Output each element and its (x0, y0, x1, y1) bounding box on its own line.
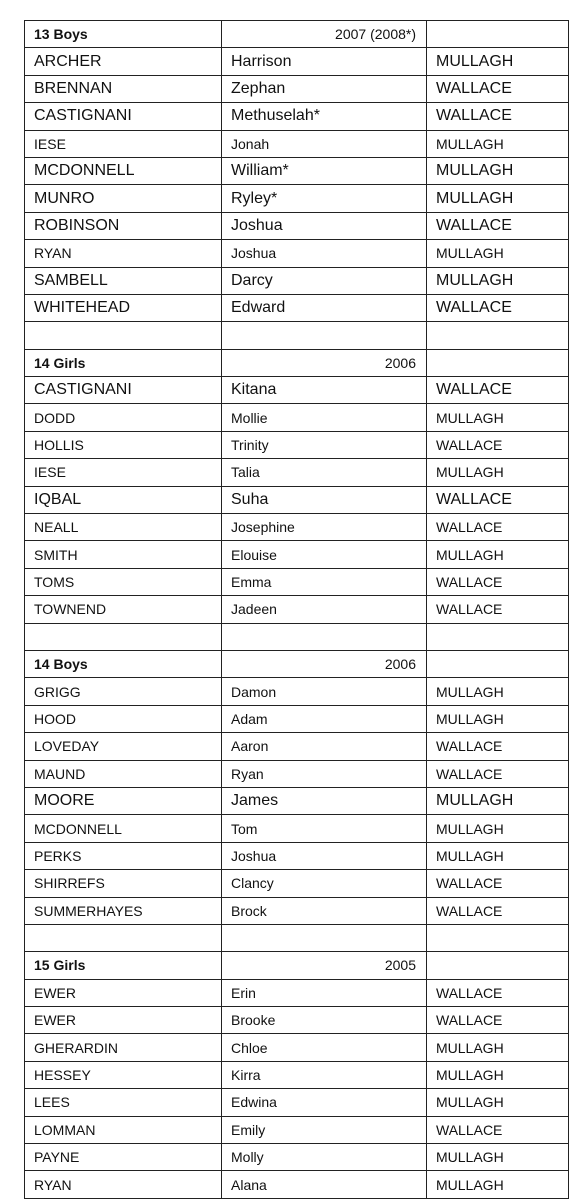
house-cell: MULLAGH (427, 267, 569, 294)
first-name-cell: Joshua (222, 842, 427, 869)
surname-cell: IESE (25, 130, 222, 157)
first-name-cell: James (222, 787, 427, 814)
first-name-cell: Trinity (222, 431, 427, 458)
table-row (25, 1061, 569, 1088)
house-cell: MULLAGH (427, 404, 569, 431)
table-row (25, 294, 569, 321)
first-name-cell: Jadeen (222, 596, 427, 623)
table-row (25, 1089, 569, 1116)
house-cell: MULLAGH (427, 240, 569, 267)
surname-cell: MAUND (25, 760, 222, 787)
table-row (25, 157, 569, 184)
team-list-body (25, 21, 569, 1199)
house-cell: WALLACE (427, 75, 569, 102)
table-row (25, 75, 569, 102)
surname-cell: TOMS (25, 568, 222, 595)
section-heading: 14 Girls (25, 349, 222, 376)
house-cell: WALLACE (427, 760, 569, 787)
house-cell: WALLACE (427, 377, 569, 404)
house-cell: MULLAGH (427, 1034, 569, 1061)
table-row (25, 678, 569, 705)
surname-cell: ROBINSON (25, 212, 222, 239)
table-row (25, 103, 569, 130)
section-birth-year: 2005 (222, 952, 427, 979)
table-row (25, 404, 569, 431)
first-name-cell: Chloe (222, 1034, 427, 1061)
team-list-sheet (24, 20, 568, 1199)
table-row (25, 48, 569, 75)
house-cell: MULLAGH (427, 157, 569, 184)
section-header-row (25, 650, 569, 677)
table-row (25, 267, 569, 294)
surname-cell: IESE (25, 459, 222, 486)
house-cell: WALLACE (427, 596, 569, 623)
table-row (25, 596, 569, 623)
surname-cell: MUNRO (25, 185, 222, 212)
first-name-cell: Adam (222, 705, 427, 732)
first-name-cell: Joshua (222, 212, 427, 239)
surname-cell: HOLLIS (25, 431, 222, 458)
spacer-cell (25, 322, 222, 349)
house-cell: MULLAGH (427, 842, 569, 869)
surname-cell: EWER (25, 979, 222, 1006)
table-row (25, 705, 569, 732)
first-name-cell: Darcy (222, 267, 427, 294)
section-header-empty-cell (427, 650, 569, 677)
first-name-cell: Methuselah* (222, 103, 427, 130)
surname-cell: BRENNAN (25, 75, 222, 102)
table-row (25, 760, 569, 787)
spacer-row (25, 623, 569, 650)
surname-cell: CASTIGNANI (25, 103, 222, 130)
first-name-cell: Brock (222, 897, 427, 924)
first-name-cell: Edward (222, 294, 427, 321)
surname-cell: MCDONNELL (25, 815, 222, 842)
spacer-cell (25, 623, 222, 650)
table-row (25, 185, 569, 212)
spacer-cell (222, 623, 427, 650)
table-row (25, 212, 569, 239)
first-name-cell: Mollie (222, 404, 427, 431)
surname-cell: PAYNE (25, 1144, 222, 1171)
surname-cell: MOORE (25, 787, 222, 814)
house-cell: MULLAGH (427, 1144, 569, 1171)
house-cell: WALLACE (427, 897, 569, 924)
first-name-cell: Kitana (222, 377, 427, 404)
table-row (25, 541, 569, 568)
table-row (25, 1034, 569, 1061)
surname-cell: RYAN (25, 240, 222, 267)
spacer-cell (222, 322, 427, 349)
first-name-cell: Molly (222, 1144, 427, 1171)
first-name-cell: Emma (222, 568, 427, 595)
house-cell: MULLAGH (427, 815, 569, 842)
surname-cell: EWER (25, 1007, 222, 1034)
first-name-cell: Ryley* (222, 185, 427, 212)
table-row (25, 377, 569, 404)
surname-cell: DODD (25, 404, 222, 431)
table-row (25, 842, 569, 869)
surname-cell: ARCHER (25, 48, 222, 75)
surname-cell: RYAN (25, 1171, 222, 1198)
table-row (25, 979, 569, 1006)
surname-cell: LOVEDAY (25, 733, 222, 760)
first-name-cell: Talia (222, 459, 427, 486)
house-cell: WALLACE (427, 431, 569, 458)
table-row (25, 787, 569, 814)
table-row (25, 897, 569, 924)
surname-cell: LEES (25, 1089, 222, 1116)
section-birth-year: 2006 (222, 650, 427, 677)
first-name-cell: Kirra (222, 1061, 427, 1088)
section-birth-year: 2006 (222, 349, 427, 376)
section-header-empty-cell (427, 349, 569, 376)
first-name-cell: Emily (222, 1116, 427, 1143)
first-name-cell: Brooke (222, 1007, 427, 1034)
first-name-cell: Clancy (222, 870, 427, 897)
surname-cell: GHERARDIN (25, 1034, 222, 1061)
spacer-cell (427, 924, 569, 951)
house-cell: MULLAGH (427, 48, 569, 75)
surname-cell: SHIRREFS (25, 870, 222, 897)
team-list-table (24, 20, 569, 1199)
section-heading: 14 Boys (25, 650, 222, 677)
surname-cell: HESSEY (25, 1061, 222, 1088)
house-cell: MULLAGH (427, 705, 569, 732)
first-name-cell: Damon (222, 678, 427, 705)
section-birth-year: 2007 (2008*) (222, 21, 427, 48)
spacer-cell (222, 924, 427, 951)
surname-cell: LOMMAN (25, 1116, 222, 1143)
house-cell: WALLACE (427, 1007, 569, 1034)
first-name-cell: Elouise (222, 541, 427, 568)
section-header-empty-cell (427, 21, 569, 48)
table-row (25, 514, 569, 541)
section-heading: 15 Girls (25, 952, 222, 979)
surname-cell: TOWNEND (25, 596, 222, 623)
house-cell: WALLACE (427, 294, 569, 321)
section-heading: 13 Boys (25, 21, 222, 48)
table-row (25, 733, 569, 760)
first-name-cell: Zephan (222, 75, 427, 102)
table-row (25, 431, 569, 458)
surname-cell: PERKS (25, 842, 222, 869)
first-name-cell: Joshua (222, 240, 427, 267)
first-name-cell: Josephine (222, 514, 427, 541)
table-row (25, 130, 569, 157)
first-name-cell: Edwina (222, 1089, 427, 1116)
first-name-cell: Suha (222, 486, 427, 513)
table-row (25, 815, 569, 842)
surname-cell: SAMBELL (25, 267, 222, 294)
house-cell: WALLACE (427, 103, 569, 130)
house-cell: MULLAGH (427, 787, 569, 814)
surname-cell: SMITH (25, 541, 222, 568)
first-name-cell: Aaron (222, 733, 427, 760)
spacer-cell (427, 322, 569, 349)
table-row (25, 1171, 569, 1198)
table-row (25, 1144, 569, 1171)
house-cell: WALLACE (427, 568, 569, 595)
house-cell: MULLAGH (427, 678, 569, 705)
house-cell: MULLAGH (427, 130, 569, 157)
house-cell: MULLAGH (427, 185, 569, 212)
surname-cell: NEALL (25, 514, 222, 541)
surname-cell: GRIGG (25, 678, 222, 705)
surname-cell: WHITEHEAD (25, 294, 222, 321)
spacer-row (25, 322, 569, 349)
table-row (25, 459, 569, 486)
section-header-row (25, 21, 569, 48)
surname-cell: IQBAL (25, 486, 222, 513)
house-cell: WALLACE (427, 979, 569, 1006)
spacer-row (25, 924, 569, 951)
house-cell: WALLACE (427, 1116, 569, 1143)
spacer-cell (25, 924, 222, 951)
table-row (25, 486, 569, 513)
house-cell: MULLAGH (427, 459, 569, 486)
house-cell: MULLAGH (427, 1171, 569, 1198)
section-header-row (25, 349, 569, 376)
house-cell: WALLACE (427, 486, 569, 513)
table-row (25, 1007, 569, 1034)
table-row (25, 870, 569, 897)
house-cell: MULLAGH (427, 1061, 569, 1088)
first-name-cell: Harrison (222, 48, 427, 75)
table-row (25, 1116, 569, 1143)
first-name-cell: Tom (222, 815, 427, 842)
table-row (25, 240, 569, 267)
first-name-cell: Erin (222, 979, 427, 1006)
surname-cell: SUMMERHAYES (25, 897, 222, 924)
surname-cell: CASTIGNANI (25, 377, 222, 404)
house-cell: WALLACE (427, 514, 569, 541)
house-cell: WALLACE (427, 870, 569, 897)
section-header-empty-cell (427, 952, 569, 979)
first-name-cell: Alana (222, 1171, 427, 1198)
first-name-cell: Ryan (222, 760, 427, 787)
house-cell: MULLAGH (427, 1089, 569, 1116)
surname-cell: MCDONNELL (25, 157, 222, 184)
section-header-row (25, 952, 569, 979)
surname-cell: HOOD (25, 705, 222, 732)
spacer-cell (427, 623, 569, 650)
house-cell: WALLACE (427, 212, 569, 239)
table-row (25, 568, 569, 595)
first-name-cell: Jonah (222, 130, 427, 157)
house-cell: WALLACE (427, 733, 569, 760)
house-cell: MULLAGH (427, 541, 569, 568)
first-name-cell: William* (222, 157, 427, 184)
